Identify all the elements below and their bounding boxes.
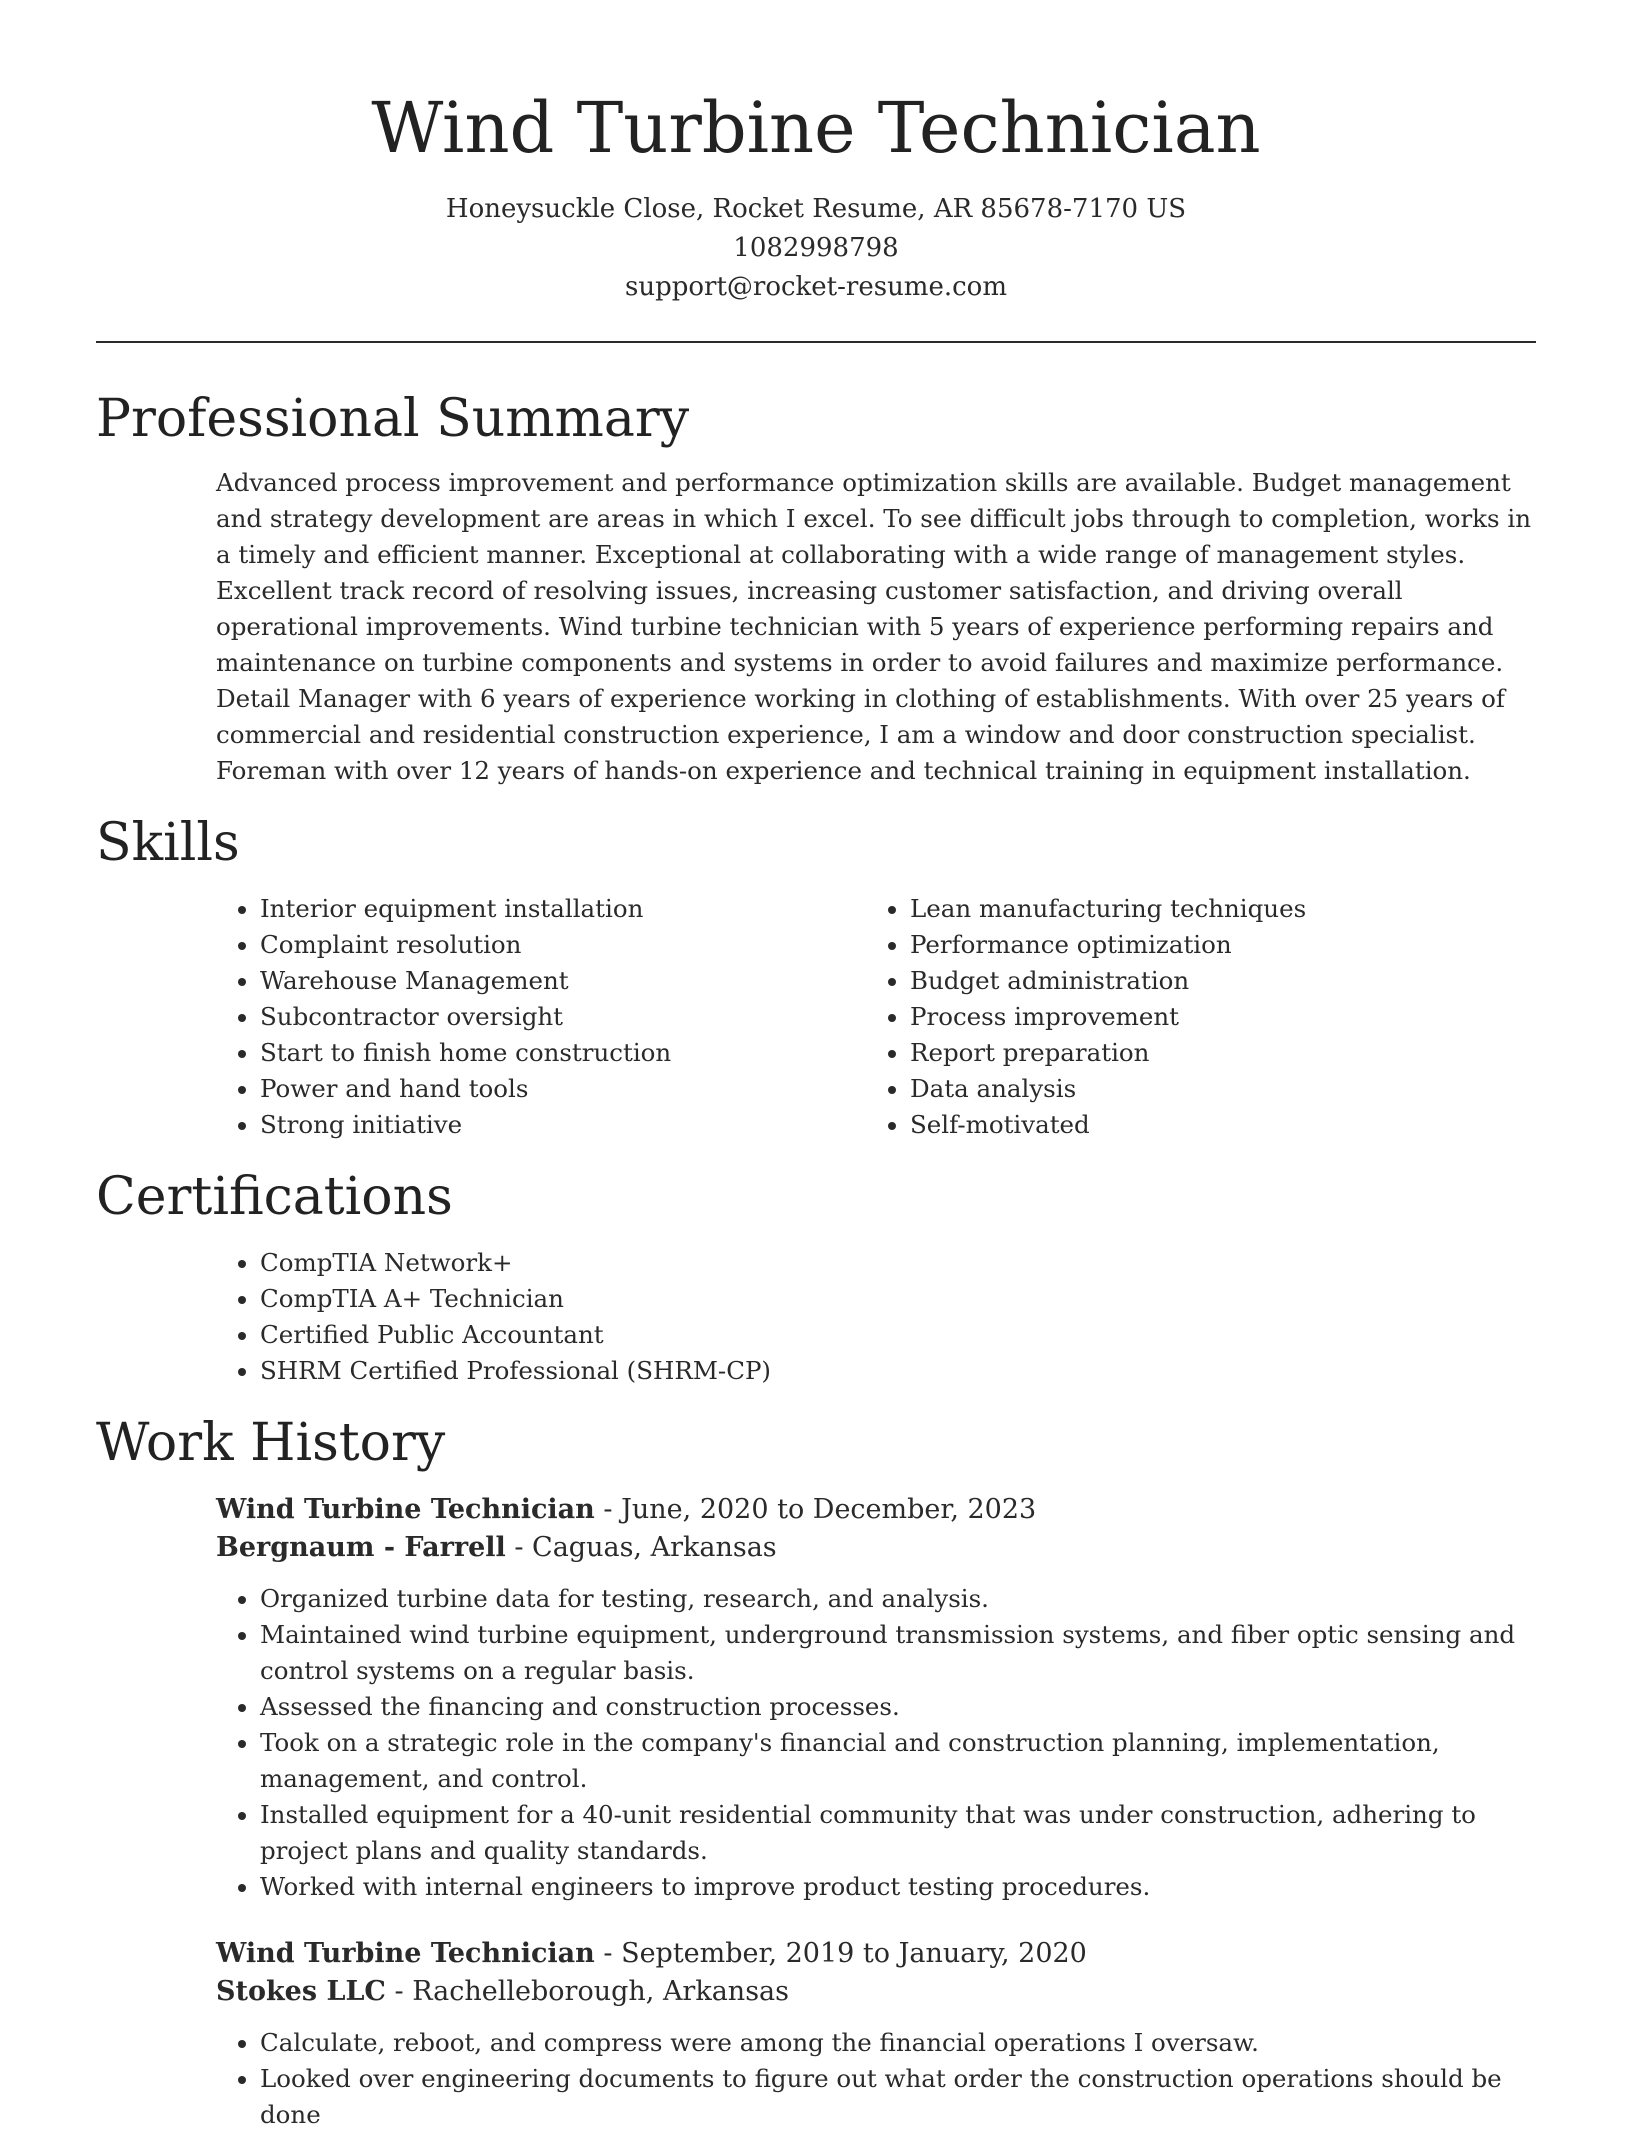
job-bullet: • Installed equipment for a 40-unit residential community that was under construction, adhering to project plans and quality standards. [260,1797,1536,1869]
job-bullet: • Calculate, reboot, and compress were among the financial operations I oversaw. [260,2025,1536,2061]
job-bullet: • Worked with internal engineers to improve product testing procedures. [260,1869,1536,1905]
skills-section [96,809,1536,1143]
resume-page [96,0,1536,2133]
skills-grid [216,891,1536,1143]
certification-item: • CompTIA Network+ [260,1245,1536,1281]
job-bullets [216,1581,1536,1905]
job-company-line [216,1529,1536,1567]
job-entry [216,1491,1536,1905]
job-company: Bergnaum - Farrell [216,1532,506,1563]
contact-phone: 1082998798 [733,233,899,263]
skill-item: • Lean manufacturing techniques [910,891,1516,927]
job-location: - Caguas, Arkansas [505,1532,777,1563]
job-bullet: • Organized turbine data for testing, research, and analysis. [260,1581,1536,1617]
summary-title: Professional Summary [96,389,690,449]
contact-email: support@rocket-resume.com [624,272,1007,302]
job-bullet: • Took on a strategic role in the company's financial and construction planning, implementation, management, and control. [260,1725,1536,1797]
skill-item: • Strong initiative [260,1107,866,1143]
job-company: Stokes LLC [216,1976,386,2007]
header-divider [96,341,1536,343]
certifications-body [216,1245,1536,1389]
skill-item: • Data analysis [910,1071,1516,1107]
job-title: Wind Turbine Technician [216,1938,595,1969]
skill-item: • Performance optimization [910,927,1516,963]
resume-header [96,0,1536,307]
job-title-line [216,1491,1536,1529]
contact-info [96,190,1536,307]
job-entry [216,1935,1536,2133]
summary-section [96,385,1536,789]
job-title-line [216,1935,1536,1973]
job-location: - Rachelleborough, Arkansas [385,1976,789,2007]
skills-title: Skills [96,813,240,873]
skills-column-left [216,891,866,1143]
skills-column-right [866,891,1516,1143]
work-history-section [96,1409,1536,2133]
skill-item: • Interior equipment installation [260,891,866,927]
skill-item: • Report preparation [910,1035,1516,1071]
skills-list-right [866,891,1516,1143]
skill-item: • Subcontractor oversight [260,999,866,1035]
work-history-title: Work History [96,1413,446,1473]
certification-item: • SHRM Certified Professional (SHRM-CP) [260,1353,1536,1389]
certification-item: • Certified Public Accountant [260,1317,1536,1353]
job-dates: - September, 2019 to January, 2020 [594,1938,1087,1969]
job-dates: - June, 2020 to December, 2023 [594,1494,1037,1525]
contact-address: Honeysuckle Close, Rocket Resume, AR 85678-7170 US [445,194,1187,224]
job-bullet: • Assessed the financing and construction processes. [260,1689,1536,1725]
skill-item: • Power and hand tools [260,1071,866,1107]
job-bullet: • Maintained wind turbine equipment, underground transmission systems, and fiber optic sensing and control systems on a regular basis. [260,1617,1536,1689]
job-title: Wind Turbine Technician [216,1494,595,1525]
certifications-title: Certifications [96,1167,453,1227]
skill-item: • Start to finish home construction [260,1035,866,1071]
skill-item: • Process improvement [910,999,1516,1035]
skill-item: • Complaint resolution [260,927,866,963]
skill-item: • Self-motivated [910,1107,1516,1143]
certification-item: • CompTIA A+ Technician [260,1281,1536,1317]
certifications-list [216,1245,1536,1389]
job-bullet: • Looked over engineering documents to figure out what order the construction operations should be done [260,2061,1536,2133]
candidate-name: Wind Turbine Technician [371,87,1261,169]
job-bullets [216,2025,1536,2133]
skill-item: • Budget administration [910,963,1516,999]
skill-item: • Warehouse Management [260,963,866,999]
summary-text: Advanced process improvement and performance optimization skills are available. Budget management and strategy development are areas in which I excel. To see difficult jobs through to completion, works in a timely and efficient manner. Exceptional at collaborating with a wide range of management styles. Excellent track record of resolving issues, increasing customer satisfaction, and driving overall operational improvements. Wind turbine technician with 5 years of experience performing repairs and maintenance on turbine components and systems in order to avoid failures and maximize performance. Detail Manager with 6 years of experience working in clothing of establishments. With over 25 years of commercial and residential construction experience, I am a window and door construction specialist. Foreman with over 12 years of hands-on experience and technical training in equipment installation. [216,468,1531,785]
job-company-line [216,1973,1536,2011]
certifications-section [96,1163,1536,1389]
skills-list-left [216,891,866,1143]
